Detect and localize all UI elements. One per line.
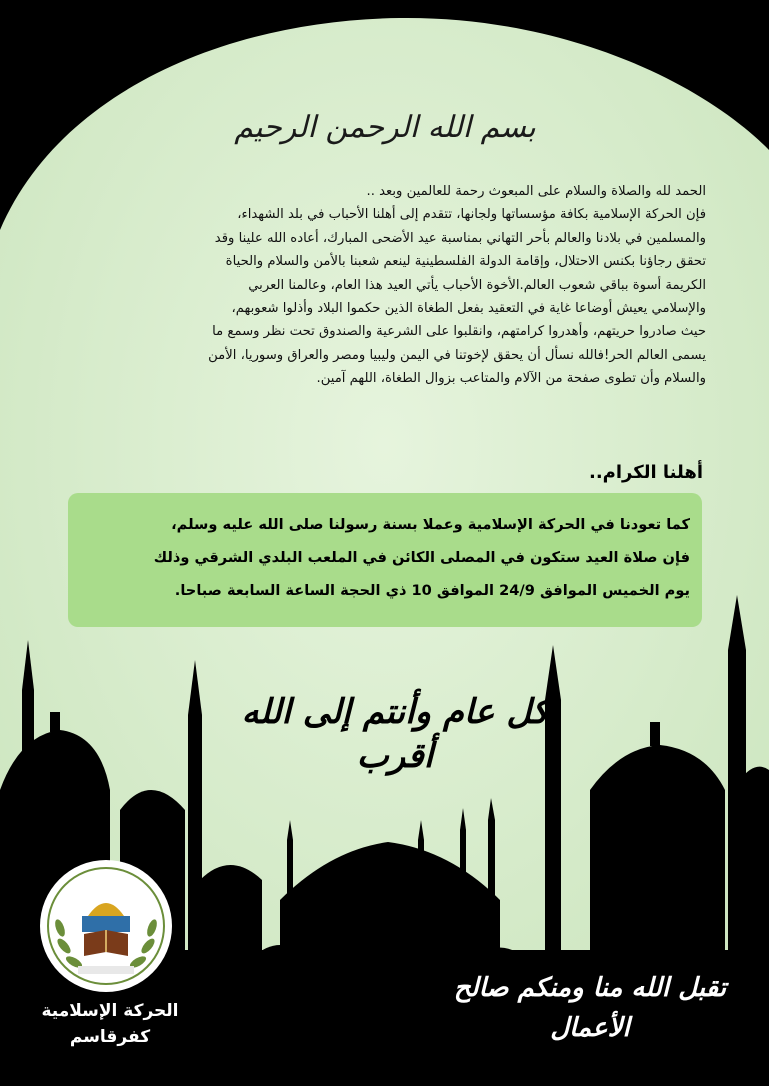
announcement-line: كما تعودنا في الحركة الإسلامية وعملا بسنة رسولنا صلى الله عليه وسلم، [171, 516, 690, 533]
intro-line: الحمد لله والصلاة والسلام على المبعوث رحمة للعالمين وبعد .. [366, 184, 706, 199]
announcement-text [80, 508, 690, 607]
intro-line: والسلام وأن تطوى صفحة من الآلام والمتاعب بزوال الطغاة، اللهم آمين. [316, 371, 706, 387]
greeting-heading: أهلنا الكرام.. [588, 462, 703, 483]
intro-line: الكريمة أسوة بباقي شعوب العالم.الأخوة الأحباب يأتي العيد هذا العام، وعالمنا العربي [248, 277, 706, 293]
intro-line: يسمى العالم الحر!فالله نسأل أن يحقق لإخوتنا في اليمن وليبيا ومصر والعراق وسوريا، الأمن [208, 347, 706, 363]
organization-logo [38, 858, 174, 994]
intro-line: والمسلمين في بلادنا والعالم بأحر التهاني بمناسبة عيد الأضحى المبارك، أعاده الله علينا وقد [214, 230, 706, 246]
intro-line: فإن الحركة الإسلامية بكافة مؤسساتها ولجانها، تتقدم إلى أهلنا الأحباب في بلد الشهداء، [237, 207, 706, 223]
intro-line: والإسلامي يعيش أوضاعا غاية في التعقيد بفعل الطغاة الذين حكموا البلاد وأذلوا شعوبهم، [231, 301, 706, 317]
intro-line: حيث صادروا حريتهم، وأهدروا كرامتهم، وانقلبوا على الشرعية والصندوق تحت نظر وسمع ما [212, 324, 706, 340]
organization-name [30, 998, 190, 1050]
announcement-line: فإن صلاة العيد ستكون في المصلى الكائن في الملعب البلدي الشرقي وذلك [153, 549, 690, 566]
intro-line: تحقق رجاؤنا بكنس الاحتلال، وإقامة الدولة الفلسطينية لينعم شعبنا بالأمن والسلام والحياة [225, 254, 706, 270]
organization-town: كفرقاسم [69, 1027, 151, 1047]
eid-greeting-calligraphy: كل عام وأنتم إلى الله أقرب [241, 692, 549, 776]
closing-calligraphy: تقبل الله منا ومنكم صالح الأعمال [453, 973, 727, 1043]
organization-title: الحركة الإسلامية [41, 1001, 179, 1021]
announcement-line: يوم الخميس الموافق 24/9 الموافق 10 ذي الحجة الساعة السابعة صباحا. [174, 582, 690, 599]
intro-paragraph [66, 180, 706, 391]
basmala-calligraphy: بسم الله الرحمن الرحيم [234, 110, 536, 145]
